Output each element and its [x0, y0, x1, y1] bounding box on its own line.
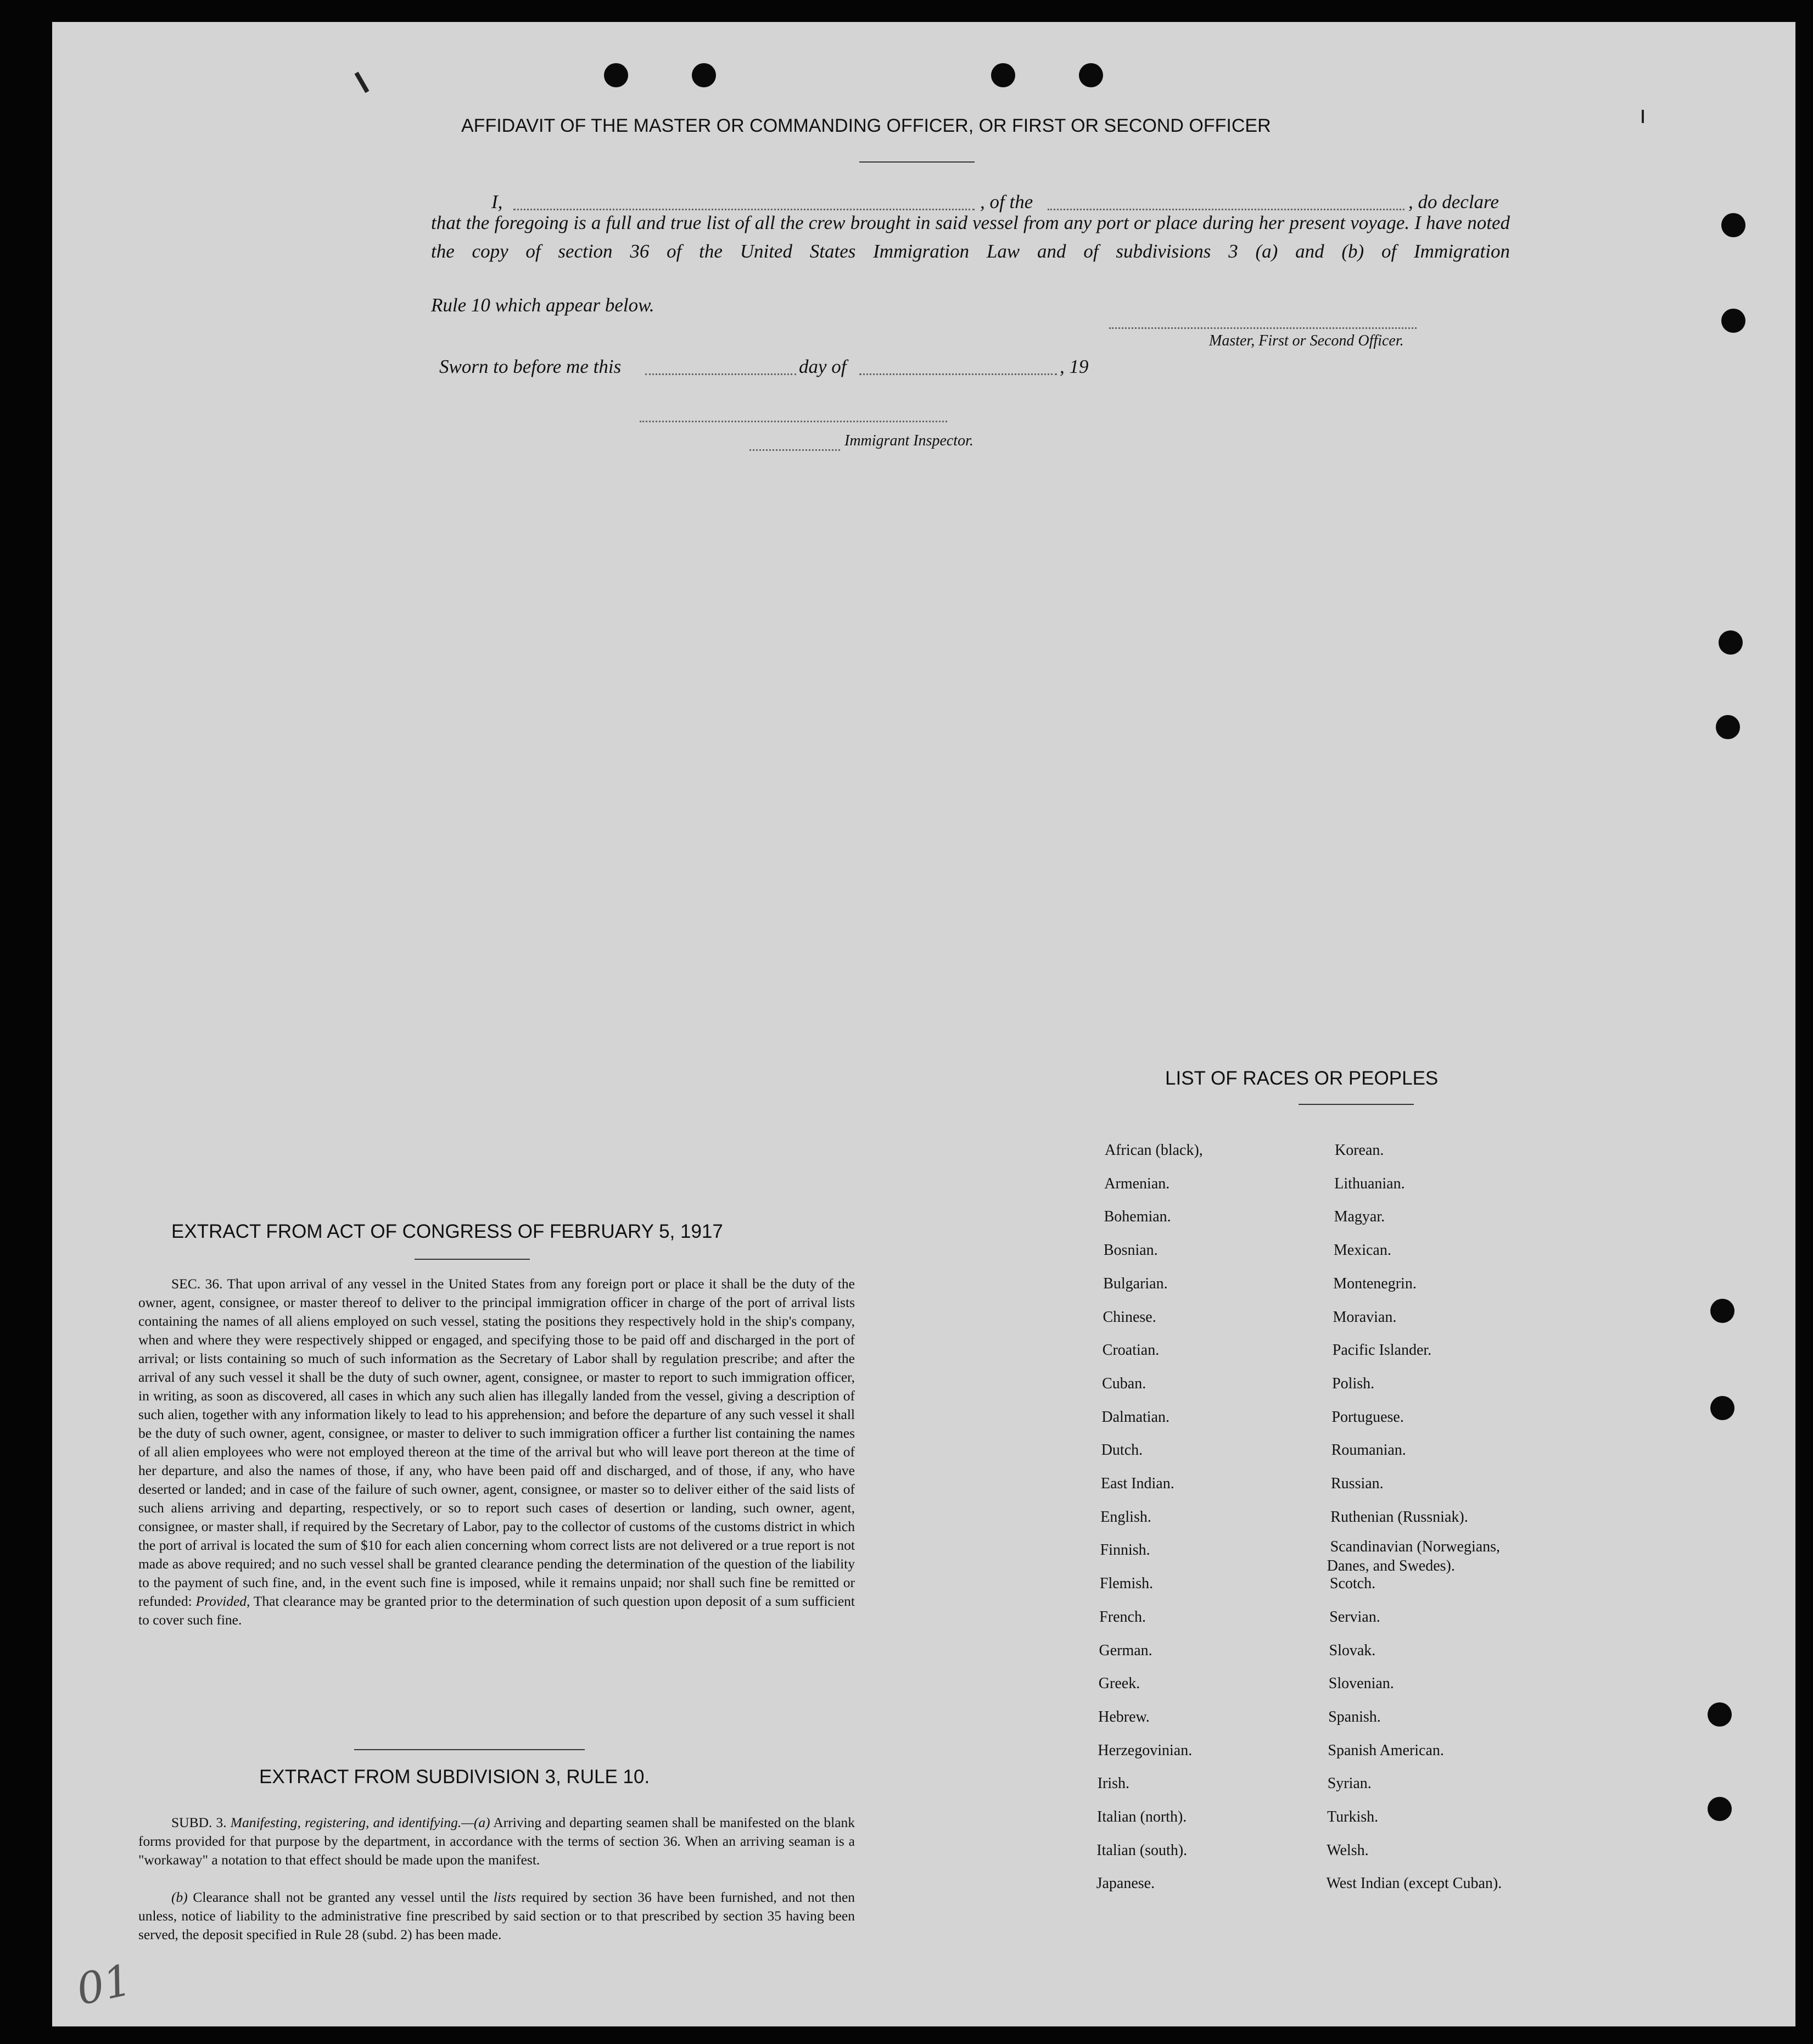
- affidavit-do-declare: , do declare: [1408, 191, 1499, 213]
- sworn-day-blank[interactable]: [645, 373, 796, 375]
- punch-hole: [991, 63, 1015, 87]
- affidavit-statement: that the foregoing is a full and true list of all the crew brought in said vessel from any port or place during her present voyage. I have noted the copy of section 36 of the United States Immigration Law and of subdivisions 3 (a) and (b) of Immigration: [431, 212, 1510, 262]
- race-item: Bulgarian.: [1103, 1275, 1168, 1292]
- punch-hole: [1079, 63, 1103, 87]
- race-item: Hebrew.: [1098, 1708, 1150, 1725]
- punch-hole: [1716, 715, 1740, 739]
- subd-label: SUBD. 3.: [171, 1814, 227, 1830]
- punch-hole: [1708, 1702, 1732, 1727]
- race-item: French.: [1099, 1608, 1146, 1626]
- race-item: Italian (south).: [1096, 1841, 1188, 1859]
- act-text-provided: Provided,: [195, 1593, 250, 1609]
- ink-speck: [1642, 110, 1644, 123]
- inspector-prefix-dots: [749, 449, 840, 451]
- race-item: Bohemian.: [1104, 1208, 1171, 1226]
- act-extract-divider: [415, 1259, 530, 1260]
- race-item: Montenegrin.: [1333, 1275, 1417, 1292]
- handwritten-note: 01: [72, 1955, 136, 2015]
- race-item: Pacific Islander.: [1332, 1342, 1432, 1359]
- race-item: Greek.: [1098, 1675, 1140, 1693]
- para-b-text-2: required by section 36 have been furnished, and not then unless, notice of liability to the administrative fine prescribed by said section or to that prescribed by section 35 having been served, the deposit specified in Rule 28 (subd. 2) has been made.: [138, 1889, 855, 1942]
- title-divider: [859, 161, 975, 163]
- act-extract-title: EXTRACT FROM ACT OF CONGRESS OF FEBRUARY 5, 1917: [171, 1221, 723, 1242]
- race-item: Moravian.: [1333, 1308, 1397, 1326]
- race-item: Welsh.: [1327, 1841, 1369, 1859]
- race-item: Slovenian.: [1328, 1675, 1394, 1693]
- inspector-line[interactable]: [640, 421, 947, 422]
- races-title: LIST OF RACES OR PEOPLES: [1165, 1068, 1439, 1089]
- day-of-text: day of: [799, 356, 847, 377]
- race-item: Servian.: [1329, 1608, 1380, 1626]
- affidavit-title: AFFIDAVIT OF THE MASTER OR COMMANDING OFFICER, OR FIRST OR SECOND OFFICER: [461, 115, 1271, 136]
- race-item: Scotch.: [1329, 1575, 1376, 1593]
- sworn-month-blank[interactable]: [859, 373, 1057, 375]
- punch-hole: [1721, 213, 1745, 237]
- para-b-label: (b): [171, 1889, 188, 1905]
- race-item: Flemish.: [1099, 1575, 1154, 1593]
- punch-hole: [692, 63, 716, 87]
- race-item: East Indian.: [1101, 1475, 1174, 1492]
- manifest-page: [52, 22, 1795, 2026]
- subd-heading: Manifesting, registering, and identifying.—(a): [230, 1814, 490, 1830]
- ink-speck: [355, 72, 370, 93]
- race-item: Slovak.: [1329, 1641, 1376, 1659]
- race-item: Japanese.: [1096, 1875, 1155, 1892]
- race-item: Syrian.: [1327, 1775, 1372, 1792]
- race-item: Spanish.: [1328, 1708, 1381, 1725]
- race-item: Cuban.: [1102, 1375, 1146, 1392]
- race-item: Herzegovinian.: [1098, 1741, 1193, 1759]
- race-item: Roumanian.: [1331, 1442, 1406, 1459]
- punch-hole: [1719, 630, 1743, 655]
- signature-label: Master, First or Second Officer.: [1209, 332, 1404, 349]
- affidavit-of-the: , of the: [980, 191, 1033, 213]
- race-item: Polish.: [1332, 1375, 1375, 1392]
- race-item: Ruthenian (Russniak).: [1330, 1508, 1468, 1526]
- race-item: Danes, and Swedes).: [1327, 1557, 1455, 1575]
- race-item: Armenian.: [1104, 1175, 1170, 1192]
- inspector-label: Immigrant Inspector.: [844, 432, 973, 449]
- act-extract-text: [138, 1275, 855, 1758]
- race-item: Magyar.: [1334, 1208, 1385, 1226]
- punch-hole: [1710, 1396, 1734, 1420]
- race-item: Korean.: [1335, 1142, 1384, 1159]
- rule-para-a: [138, 1813, 855, 1869]
- race-item: Croatian.: [1102, 1342, 1160, 1359]
- race-item: Russian.: [1331, 1475, 1384, 1492]
- races-divider: [1299, 1104, 1414, 1105]
- race-item: Irish.: [1097, 1775, 1130, 1792]
- race-item: West Indian (except Cuban).: [1326, 1875, 1502, 1892]
- race-item: Dalmatian.: [1101, 1408, 1170, 1426]
- race-item: Portuguese.: [1331, 1408, 1404, 1426]
- affidavit-i: I,: [491, 191, 503, 213]
- race-item: Dutch.: [1101, 1442, 1143, 1459]
- punch-hole: [1710, 1299, 1734, 1323]
- signature-line[interactable]: [1109, 327, 1417, 329]
- punch-hole: [1721, 309, 1745, 333]
- affidavit-statement-end: Rule 10 which appear below.: [431, 294, 654, 316]
- race-item: Italian (north).: [1097, 1808, 1187, 1825]
- rule-extract-title: EXTRACT FROM SUBDIVISION 3, RULE 10.: [259, 1766, 650, 1788]
- race-item: Spanish American.: [1328, 1741, 1444, 1759]
- race-item: Finnish.: [1100, 1542, 1150, 1559]
- rule-para-b: [138, 1888, 855, 1944]
- race-item: African (black),: [1105, 1142, 1203, 1159]
- race-item: Lithuanian.: [1334, 1175, 1405, 1192]
- race-item: Chinese.: [1103, 1308, 1156, 1326]
- act-text-main: SEC. 36. That upon arrival of any vessel in the United States from any foreign port or place it shall be the duty of the owner, agent, consignee, or master thereof to deliver to the principal immigration officer in charge of the port of arrival lists containing the names of all aliens employed on such vessel, stating the positions they respectively hold in the ship's company, when and where they were respectively shipped or engaged, and specifying those to be paid off and discharged in the port of arrival; or lists containing so much of such information as the Secretary of Labor shall by regulation prescribe; and after the arrival of any such vessel it shall be the duty of such owner, agent, consignee, or master to report to such immigration officer, in writing, as soon as discovered, all cases in which any such alien has illegally landed from the vessel, giving a description of such alien, together with any information likely to lead to his apprehension; and before the departure of any such vessel it shall be the duty of such owner, agent, consignee, or master to deliver to such immigration officer a further list containing the names of all alien employees who were not employed thereon at the time of the arrival but who will leave port thereon at the time of her departure, and also the names of those, if any, who have been paid off and discharged, and of those, if any, who have deserted or landed; and in case of the failure of such owner, agent, consignee, or master so to deliver either of the said lists of such aliens arriving and departing, respectively, or so to report such cases of desertion or landing, such owner, agent, consignee, or master shall, if required by the Secretary of Labor, pay to the collector of customs of the customs district in which the port of arrival is located the sum of $10 for each alien concerning whom correct lists are not delivered or a true report is not made as above required; and no such vessel shall be granted clearance pending the determination of the question of the liability to the payment of such fine, and, in the event such fine is imposed, while it remains unpaid; nor shall such fine be remitted or refunded:: [138, 1276, 855, 1609]
- sworn-text: Sworn to before me this: [439, 356, 622, 377]
- para-b-text-1: Clearance shall not be granted any vessel until the: [193, 1889, 489, 1905]
- para-a-text: Arriving and departing seamen shall be manifested on the blank forms provided for that purpose by the department, in accordance with the terms of section 36. When an arriving seaman is a "workaway" a notation to that effect should be made upon the manifest.: [138, 1814, 855, 1868]
- race-item: Turkish.: [1327, 1808, 1379, 1825]
- race-item: Scandinavian (Norwegians,: [1330, 1538, 1501, 1556]
- year-prefix: , 19: [1060, 356, 1089, 377]
- act-text-end: That clearance may be granted prior to the determination of such question upon deposit of a sum sufficient to cover such fine.: [138, 1593, 855, 1628]
- race-item: Bosnian.: [1103, 1242, 1158, 1259]
- race-item: English.: [1100, 1508, 1151, 1526]
- punch-hole: [1708, 1797, 1732, 1821]
- punch-hole: [604, 63, 628, 87]
- para-b-lists: lists: [493, 1889, 516, 1905]
- race-item: Mexican.: [1333, 1242, 1391, 1259]
- act-end-divider: [354, 1749, 585, 1750]
- race-item: German.: [1099, 1641, 1152, 1659]
